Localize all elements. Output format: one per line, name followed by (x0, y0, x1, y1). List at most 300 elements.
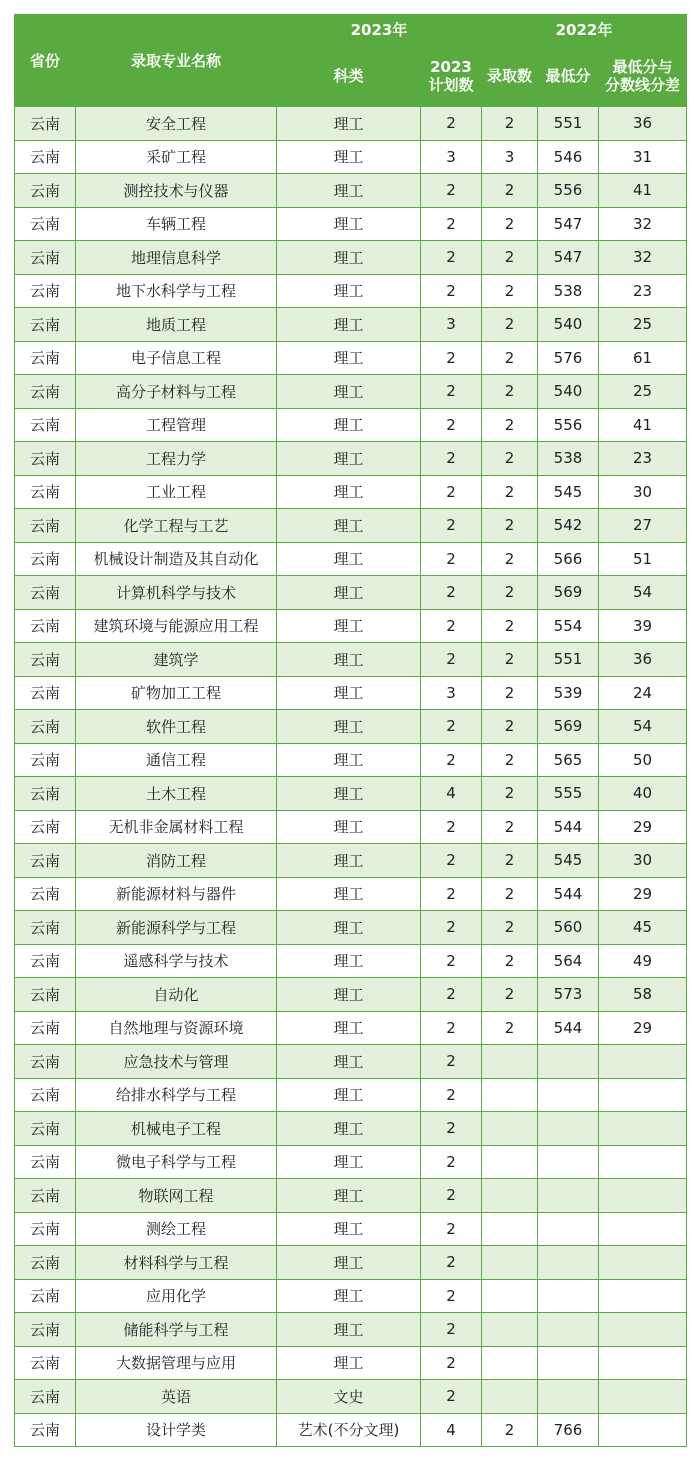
table-row (15, 542, 687, 576)
plan-2023-cell: 2 (421, 174, 482, 208)
admitted-2022-cell: 2 (482, 475, 538, 509)
score-diff-2022-cell: 23 (599, 442, 687, 476)
category-cell: 理工 (277, 1246, 421, 1280)
table-row (15, 1279, 687, 1313)
admission-table-container (14, 14, 686, 1447)
admitted-2022-cell (482, 1380, 538, 1414)
province-cell: 云南 (15, 1313, 76, 1347)
table-row (15, 1145, 687, 1179)
admitted-2022-cell: 2 (482, 1413, 538, 1447)
province-cell: 云南 (15, 676, 76, 710)
category-cell: 理工 (277, 777, 421, 811)
admitted-2022-cell: 2 (482, 1011, 538, 1045)
score-diff-2022-cell: 45 (599, 911, 687, 945)
score-diff-2022-cell: 41 (599, 174, 687, 208)
category-cell: 理工 (277, 1346, 421, 1380)
score-diff-2022-cell: 27 (599, 509, 687, 543)
category-cell: 理工 (277, 1179, 421, 1213)
min-score-2022-cell (538, 1045, 599, 1079)
category-cell: 理工 (277, 844, 421, 878)
table-row (15, 676, 687, 710)
major-cell: 新能源材料与器件 (76, 877, 277, 911)
category-cell: 理工 (277, 475, 421, 509)
major-cell: 机械电子工程 (76, 1112, 277, 1146)
min-score-2022-cell: 565 (538, 743, 599, 777)
table-row (15, 710, 687, 744)
table-row (15, 475, 687, 509)
category-cell: 理工 (277, 810, 421, 844)
header-major: 录取专业名称 (76, 15, 277, 107)
category-cell: 理工 (277, 274, 421, 308)
admitted-2022-cell: 2 (482, 241, 538, 275)
province-cell: 云南 (15, 1011, 76, 1045)
header-category: 科类 (277, 46, 421, 107)
header-plan-2023 (421, 46, 482, 107)
plan-2023-cell: 2 (421, 810, 482, 844)
table-row (15, 1212, 687, 1246)
score-diff-2022-cell: 61 (599, 341, 687, 375)
header-province: 省份 (15, 15, 76, 107)
min-score-2022-cell: 545 (538, 475, 599, 509)
score-diff-2022-cell: 41 (599, 408, 687, 442)
province-cell: 云南 (15, 1212, 76, 1246)
major-cell: 应用化学 (76, 1279, 277, 1313)
plan-2023-cell: 4 (421, 777, 482, 811)
admitted-2022-cell: 2 (482, 643, 538, 677)
table-row (15, 174, 687, 208)
header-admitted: 录取数 (482, 46, 538, 107)
province-cell: 云南 (15, 475, 76, 509)
score-diff-2022-cell: 30 (599, 844, 687, 878)
category-cell: 理工 (277, 710, 421, 744)
province-cell: 云南 (15, 207, 76, 241)
table-row (15, 844, 687, 878)
province-cell: 云南 (15, 844, 76, 878)
province-cell: 云南 (15, 341, 76, 375)
plan-2023-cell: 2 (421, 341, 482, 375)
major-cell: 英语 (76, 1380, 277, 1414)
score-diff-2022-cell (599, 1145, 687, 1179)
major-cell: 采矿工程 (76, 140, 277, 174)
major-cell: 遥感科学与技术 (76, 944, 277, 978)
category-cell: 理工 (277, 375, 421, 409)
major-cell: 软件工程 (76, 710, 277, 744)
admitted-2022-cell (482, 1078, 538, 1112)
major-cell: 微电子科学与工程 (76, 1145, 277, 1179)
table-row (15, 442, 687, 476)
admitted-2022-cell: 2 (482, 576, 538, 610)
score-diff-2022-cell: 36 (599, 643, 687, 677)
category-cell: 理工 (277, 1045, 421, 1079)
score-diff-2022-cell: 36 (599, 107, 687, 141)
min-score-2022-cell (538, 1246, 599, 1280)
plan-2023-cell: 2 (421, 844, 482, 878)
plan-2023-cell: 2 (421, 1011, 482, 1045)
score-diff-2022-cell: 40 (599, 777, 687, 811)
province-cell: 云南 (15, 944, 76, 978)
province-cell: 云南 (15, 743, 76, 777)
score-diff-2022-cell: 54 (599, 576, 687, 610)
min-score-2022-cell (538, 1380, 599, 1414)
category-cell: 理工 (277, 207, 421, 241)
min-score-2022-cell: 547 (538, 241, 599, 275)
header-score-diff-line1: 最低分与 (612, 58, 673, 76)
min-score-2022-cell: 569 (538, 710, 599, 744)
admitted-2022-cell: 2 (482, 207, 538, 241)
category-cell: 理工 (277, 107, 421, 141)
major-cell: 储能科学与工程 (76, 1313, 277, 1347)
major-cell: 自动化 (76, 978, 277, 1012)
min-score-2022-cell: 539 (538, 676, 599, 710)
table-row (15, 207, 687, 241)
plan-2023-cell: 2 (421, 207, 482, 241)
min-score-2022-cell: 538 (538, 274, 599, 308)
table-row (15, 408, 687, 442)
province-cell: 云南 (15, 609, 76, 643)
province-cell: 云南 (15, 777, 76, 811)
header-score-diff-line2: 分数线分差 (604, 76, 680, 94)
table-row (15, 375, 687, 409)
category-cell: 理工 (277, 1279, 421, 1313)
score-diff-2022-cell: 23 (599, 274, 687, 308)
score-diff-2022-cell (599, 1380, 687, 1414)
table-row (15, 274, 687, 308)
header-min-score: 最低分 (538, 46, 599, 107)
major-cell: 通信工程 (76, 743, 277, 777)
admitted-2022-cell (482, 1112, 538, 1146)
score-diff-2022-cell (599, 1179, 687, 1213)
admitted-2022-cell: 2 (482, 911, 538, 945)
score-diff-2022-cell: 25 (599, 375, 687, 409)
major-cell: 新能源科学与工程 (76, 911, 277, 945)
admitted-2022-cell: 2 (482, 978, 538, 1012)
admitted-2022-cell: 2 (482, 375, 538, 409)
min-score-2022-cell (538, 1313, 599, 1347)
major-cell: 地理信息科学 (76, 241, 277, 275)
major-cell: 给排水科学与工程 (76, 1078, 277, 1112)
admitted-2022-cell (482, 1145, 538, 1179)
plan-2023-cell: 2 (421, 877, 482, 911)
category-cell: 理工 (277, 1011, 421, 1045)
plan-2023-cell: 2 (421, 944, 482, 978)
province-cell: 云南 (15, 442, 76, 476)
province-cell: 云南 (15, 1145, 76, 1179)
admitted-2022-cell (482, 1045, 538, 1079)
table-row (15, 877, 687, 911)
min-score-2022-cell (538, 1212, 599, 1246)
province-cell: 云南 (15, 1279, 76, 1313)
category-cell: 理工 (277, 676, 421, 710)
category-cell: 理工 (277, 1212, 421, 1246)
table-row (15, 1011, 687, 1045)
admitted-2022-cell: 2 (482, 844, 538, 878)
province-cell: 云南 (15, 1246, 76, 1280)
min-score-2022-cell: 560 (538, 911, 599, 945)
table-row (15, 576, 687, 610)
category-cell: 理工 (277, 174, 421, 208)
score-diff-2022-cell (599, 1045, 687, 1079)
major-cell: 工业工程 (76, 475, 277, 509)
min-score-2022-cell: 556 (538, 174, 599, 208)
province-cell: 云南 (15, 274, 76, 308)
major-cell: 设计学类 (76, 1413, 277, 1447)
min-score-2022-cell: 576 (538, 341, 599, 375)
plan-2023-cell: 2 (421, 1246, 482, 1280)
category-cell: 理工 (277, 509, 421, 543)
plan-2023-cell: 2 (421, 1279, 482, 1313)
plan-2023-cell: 2 (421, 1078, 482, 1112)
score-diff-2022-cell: 29 (599, 810, 687, 844)
min-score-2022-cell: 544 (538, 1011, 599, 1045)
min-score-2022-cell: 542 (538, 509, 599, 543)
min-score-2022-cell (538, 1145, 599, 1179)
table-row (15, 777, 687, 811)
plan-2023-cell: 3 (421, 140, 482, 174)
admitted-2022-cell: 2 (482, 542, 538, 576)
major-cell: 建筑学 (76, 643, 277, 677)
major-cell: 工程力学 (76, 442, 277, 476)
major-cell: 材料科学与工程 (76, 1246, 277, 1280)
plan-2023-cell: 4 (421, 1413, 482, 1447)
table-row (15, 1313, 687, 1347)
province-cell: 云南 (15, 308, 76, 342)
admitted-2022-cell (482, 1179, 538, 1213)
category-cell: 理工 (277, 643, 421, 677)
min-score-2022-cell: 554 (538, 609, 599, 643)
table-row (15, 643, 687, 677)
score-diff-2022-cell: 50 (599, 743, 687, 777)
province-cell: 云南 (15, 1380, 76, 1414)
score-diff-2022-cell (599, 1246, 687, 1280)
admitted-2022-cell: 2 (482, 274, 538, 308)
category-cell: 理工 (277, 1112, 421, 1146)
plan-2023-cell: 2 (421, 107, 482, 141)
table-row (15, 743, 687, 777)
major-cell: 机械设计制造及其自动化 (76, 542, 277, 576)
plan-2023-cell: 2 (421, 475, 482, 509)
major-cell: 矿物加工工程 (76, 676, 277, 710)
score-diff-2022-cell (599, 1279, 687, 1313)
category-cell: 艺术(不分文理) (277, 1413, 421, 1447)
admitted-2022-cell: 2 (482, 442, 538, 476)
admitted-2022-cell: 2 (482, 777, 538, 811)
min-score-2022-cell: 544 (538, 810, 599, 844)
admitted-2022-cell: 2 (482, 308, 538, 342)
plan-2023-cell: 2 (421, 542, 482, 576)
score-diff-2022-cell (599, 1212, 687, 1246)
major-cell: 测控技术与仪器 (76, 174, 277, 208)
admitted-2022-cell (482, 1246, 538, 1280)
admitted-2022-cell: 2 (482, 676, 538, 710)
plan-2023-cell: 2 (421, 643, 482, 677)
admission-table (14, 14, 687, 1447)
min-score-2022-cell: 540 (538, 375, 599, 409)
province-cell: 云南 (15, 107, 76, 141)
score-diff-2022-cell: 58 (599, 978, 687, 1012)
plan-2023-cell: 2 (421, 710, 482, 744)
admitted-2022-cell: 2 (482, 743, 538, 777)
plan-2023-cell: 2 (421, 609, 482, 643)
major-cell: 地质工程 (76, 308, 277, 342)
category-cell: 理工 (277, 140, 421, 174)
score-diff-2022-cell (599, 1346, 687, 1380)
table-row (15, 1346, 687, 1380)
major-cell: 大数据管理与应用 (76, 1346, 277, 1380)
table-row (15, 107, 687, 141)
category-cell: 理工 (277, 341, 421, 375)
table-row (15, 1045, 687, 1079)
province-cell: 云南 (15, 911, 76, 945)
min-score-2022-cell: 555 (538, 777, 599, 811)
province-cell: 云南 (15, 810, 76, 844)
score-diff-2022-cell: 29 (599, 877, 687, 911)
category-cell: 理工 (277, 1078, 421, 1112)
major-cell: 高分子材料与工程 (76, 375, 277, 409)
min-score-2022-cell (538, 1346, 599, 1380)
table-row (15, 241, 687, 275)
score-diff-2022-cell (599, 1413, 687, 1447)
admitted-2022-cell: 2 (482, 944, 538, 978)
score-diff-2022-cell: 29 (599, 1011, 687, 1045)
min-score-2022-cell (538, 1078, 599, 1112)
min-score-2022-cell (538, 1112, 599, 1146)
major-cell: 土木工程 (76, 777, 277, 811)
province-cell: 云南 (15, 1413, 76, 1447)
table-row (15, 341, 687, 375)
score-diff-2022-cell: 32 (599, 207, 687, 241)
plan-2023-cell: 2 (421, 1112, 482, 1146)
plan-2023-cell: 2 (421, 442, 482, 476)
major-cell: 无机非金属材料工程 (76, 810, 277, 844)
score-diff-2022-cell: 49 (599, 944, 687, 978)
plan-2023-cell: 2 (421, 1145, 482, 1179)
province-cell: 云南 (15, 877, 76, 911)
plan-2023-cell: 3 (421, 308, 482, 342)
category-cell: 理工 (277, 308, 421, 342)
min-score-2022-cell: 538 (538, 442, 599, 476)
category-cell: 理工 (277, 408, 421, 442)
category-cell: 理工 (277, 743, 421, 777)
score-diff-2022-cell (599, 1313, 687, 1347)
min-score-2022-cell: 544 (538, 877, 599, 911)
major-cell: 建筑环境与能源应用工程 (76, 609, 277, 643)
score-diff-2022-cell (599, 1112, 687, 1146)
table-row (15, 1380, 687, 1414)
major-cell: 计算机科学与技术 (76, 576, 277, 610)
province-cell: 云南 (15, 542, 76, 576)
province-cell: 云南 (15, 576, 76, 610)
plan-2023-cell: 2 (421, 978, 482, 1012)
header-year-2023: 2023年 (277, 15, 482, 46)
plan-2023-cell: 2 (421, 1380, 482, 1414)
province-cell: 云南 (15, 1346, 76, 1380)
admitted-2022-cell: 2 (482, 408, 538, 442)
score-diff-2022-cell: 24 (599, 676, 687, 710)
plan-2023-cell: 2 (421, 375, 482, 409)
min-score-2022-cell: 766 (538, 1413, 599, 1447)
province-cell: 云南 (15, 1179, 76, 1213)
major-cell: 物联网工程 (76, 1179, 277, 1213)
admitted-2022-cell: 2 (482, 710, 538, 744)
province-cell: 云南 (15, 978, 76, 1012)
admitted-2022-cell: 3 (482, 140, 538, 174)
min-score-2022-cell: 540 (538, 308, 599, 342)
header-plan-2023-line1: 2023 (430, 58, 472, 76)
plan-2023-cell: 2 (421, 1179, 482, 1213)
score-diff-2022-cell: 51 (599, 542, 687, 576)
min-score-2022-cell: 545 (538, 844, 599, 878)
admitted-2022-cell (482, 1279, 538, 1313)
table-row (15, 1179, 687, 1213)
province-cell: 云南 (15, 241, 76, 275)
admitted-2022-cell: 2 (482, 509, 538, 543)
score-diff-2022-cell: 39 (599, 609, 687, 643)
admitted-2022-cell: 2 (482, 107, 538, 141)
min-score-2022-cell (538, 1179, 599, 1213)
plan-2023-cell: 2 (421, 408, 482, 442)
category-cell: 理工 (277, 576, 421, 610)
province-cell: 云南 (15, 1112, 76, 1146)
score-diff-2022-cell: 54 (599, 710, 687, 744)
major-cell: 自然地理与资源环境 (76, 1011, 277, 1045)
plan-2023-cell: 2 (421, 1313, 482, 1347)
table-row (15, 1112, 687, 1146)
min-score-2022-cell: 551 (538, 643, 599, 677)
major-cell: 应急技术与管理 (76, 1045, 277, 1079)
min-score-2022-cell: 566 (538, 542, 599, 576)
plan-2023-cell: 2 (421, 1212, 482, 1246)
province-cell: 云南 (15, 1078, 76, 1112)
min-score-2022-cell: 551 (538, 107, 599, 141)
admitted-2022-cell: 2 (482, 810, 538, 844)
min-score-2022-cell: 569 (538, 576, 599, 610)
table-row (15, 509, 687, 543)
min-score-2022-cell: 573 (538, 978, 599, 1012)
category-cell: 理工 (277, 1145, 421, 1179)
major-cell: 安全工程 (76, 107, 277, 141)
plan-2023-cell: 2 (421, 911, 482, 945)
min-score-2022-cell: 556 (538, 408, 599, 442)
table-row (15, 911, 687, 945)
plan-2023-cell: 2 (421, 1346, 482, 1380)
table-row (15, 1078, 687, 1112)
category-cell: 理工 (277, 911, 421, 945)
min-score-2022-cell (538, 1279, 599, 1313)
major-cell: 电子信息工程 (76, 341, 277, 375)
admitted-2022-cell (482, 1313, 538, 1347)
plan-2023-cell: 2 (421, 241, 482, 275)
major-cell: 地下水科学与工程 (76, 274, 277, 308)
score-diff-2022-cell (599, 1078, 687, 1112)
table-body (15, 107, 687, 1447)
table-row (15, 609, 687, 643)
plan-2023-cell: 2 (421, 576, 482, 610)
category-cell: 理工 (277, 944, 421, 978)
plan-2023-cell: 2 (421, 743, 482, 777)
category-cell: 文史 (277, 1380, 421, 1414)
plan-2023-cell: 3 (421, 676, 482, 710)
major-cell: 消防工程 (76, 844, 277, 878)
min-score-2022-cell: 547 (538, 207, 599, 241)
province-cell: 云南 (15, 140, 76, 174)
category-cell: 理工 (277, 978, 421, 1012)
major-cell: 测绘工程 (76, 1212, 277, 1246)
admitted-2022-cell (482, 1212, 538, 1246)
province-cell: 云南 (15, 1045, 76, 1079)
admitted-2022-cell: 2 (482, 174, 538, 208)
category-cell: 理工 (277, 609, 421, 643)
header-year-2022: 2022年 (482, 15, 687, 46)
